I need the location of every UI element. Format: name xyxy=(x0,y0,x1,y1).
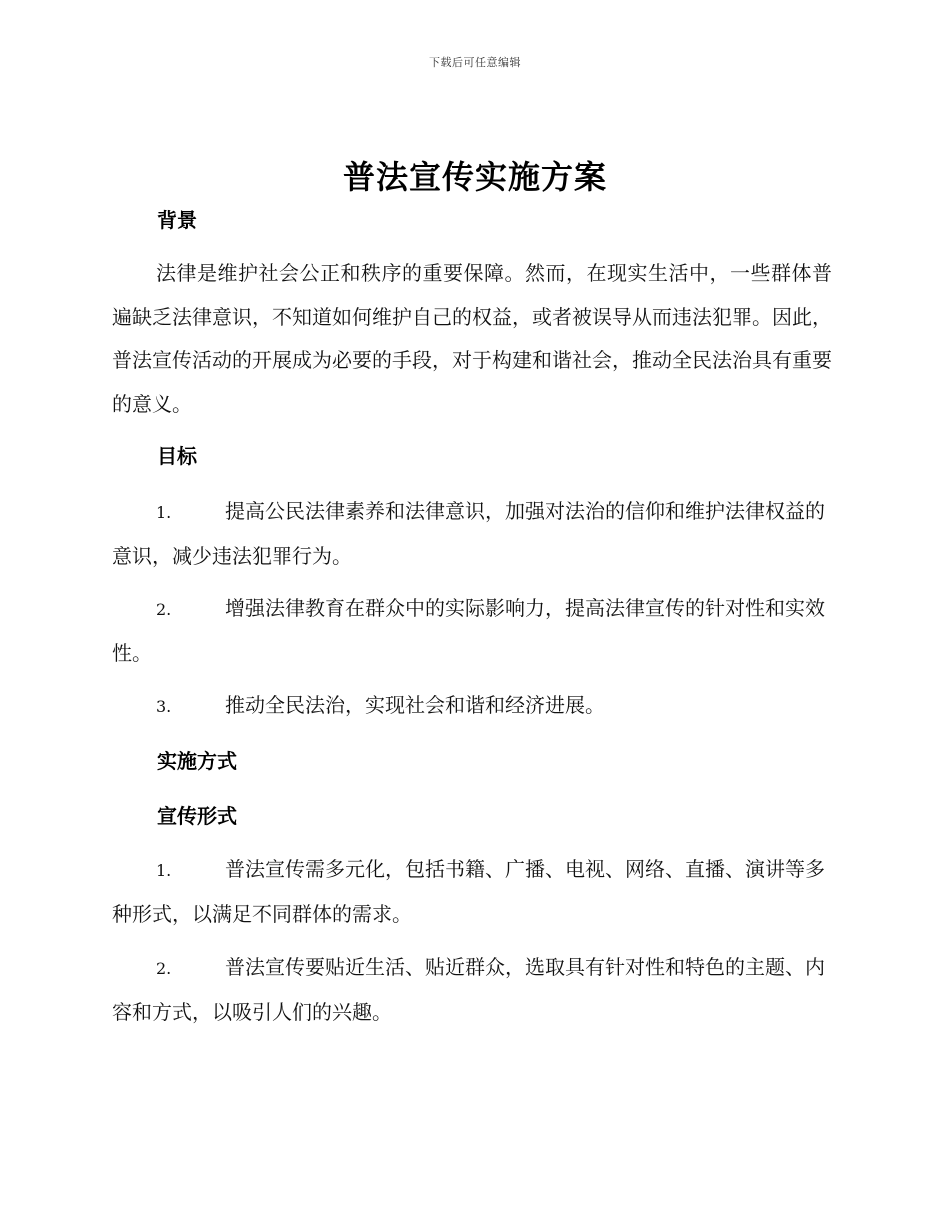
section-heading-background: 背景 xyxy=(157,208,197,232)
goal-item-1 xyxy=(112,490,832,578)
section-heading-forms: 宣传形式 xyxy=(157,804,237,828)
list-item-text: 提高公民法律素养和法律意识，加强对法治的信仰和维护法律权益的意识，减少违法犯罪行为。 xyxy=(112,499,825,568)
list-number: 3. xyxy=(156,697,172,716)
goal-item-3 xyxy=(112,684,832,729)
list-number: 1. xyxy=(156,861,172,880)
list-number: 1. xyxy=(156,503,172,522)
document-title: 普法宣传实施方案 xyxy=(342,158,607,196)
form-item-1 xyxy=(112,848,832,936)
section-heading-implementation: 实施方式 xyxy=(157,749,237,773)
list-item-text: 推动全民法治，实现社会和谐和经济进展。 xyxy=(225,693,605,717)
header-note: 下载后可任意编辑 xyxy=(429,56,521,69)
list-number: 2. xyxy=(156,959,172,978)
list-item-text: 普法宣传需多元化，包括书籍、广播、电视、网络、直播、演讲等多种形式，以满足不同群体的需求。 xyxy=(112,857,825,926)
list-item-text: 普法宣传要贴近生活、贴近群众，选取具有针对性和特色的主题、内容和方式，以吸引人们的兴趣。 xyxy=(112,955,825,1024)
list-number: 2. xyxy=(156,600,172,619)
section-heading-goals: 目标 xyxy=(157,444,197,468)
list-item-text: 增强法律教育在群众中的实际影响力，提高法律宣传的针对性和实效性。 xyxy=(112,596,825,665)
goal-item-2 xyxy=(112,587,832,675)
form-item-2 xyxy=(112,946,832,1034)
background-paragraph: 法律是维护社会公正和秩序的重要保障。然而，在现实生活中，一些群体普遍缺乏法律意识，不知道如何维护自己的权益，或者被误导从而违法犯罪。因此，普法宣传活动的开展成为必要的手段，对于构建和谐社会，推动全民法治具有重要的意义。 xyxy=(112,261,832,416)
